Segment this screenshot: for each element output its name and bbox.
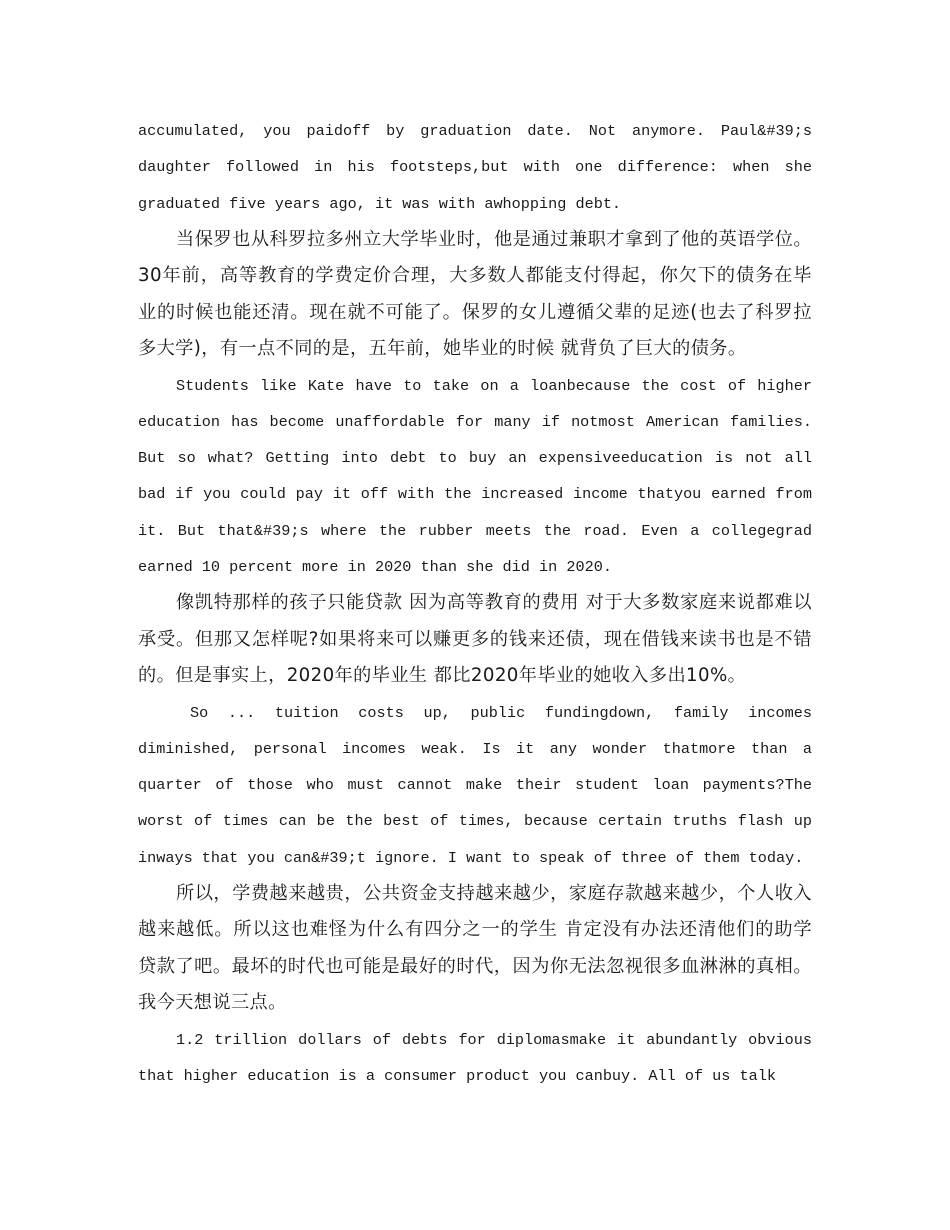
paragraph-chinese-1: 当保罗也从科罗拉多州立大学毕业时，他是通过兼职才拿到了他的英语学位。30年前，高等教育的学费定价合理，大多数人都能支付得起，你欠下的债务在毕业的时候也能还清。现在就不可能了。保罗的女儿遵循父辈的足迹(也去了科罗拉多大学)，有一点不同的是，五年前，她毕业的时候 就背负了巨大的债务。 [138, 228, 812, 360]
paragraph-english-2: Students like Kate have to take on a loanbecause the cost of higher education has become unaffordable for many if notmost American families. But so what? Getting into debt to buy an expensiveeducation is not all bad if you could pay it off with the increased income thatyou earned from it. But that&#39;s where the rubber meets the road. Even a collegegrad earned 10 percent more in 2020 than she did in 2020. [138, 376, 812, 576]
document-page [138, 113, 812, 1094]
paragraph-english-1: accumulated, you paidoff by graduation date. Not anymore. Paul&#39;s daughter followed in his footsteps,but with one difference: when she graduated five years ago, it was with awhopping debt. [138, 122, 812, 213]
paragraph-chinese-2: 像凯特那样的孩子只能贷款 因为高等教育的费用 对于大多数家庭来说都难以承受。但那又怎样呢?如果将来可以赚更多的钱来还债，现在借钱来读书也是不错的。但是事实上，2020年的毕业生 都比2020年毕业的她收入多出10%。 [138, 592, 812, 687]
paragraph-english-4: 1.2 trillion dollars of debts for diplomasmake it abundantly obvious that higher education is a consumer product you canbuy. All of us talk [138, 1030, 812, 1085]
paragraph-english-3: So ... tuition costs up, public fundingdown, family incomes diminished, personal incomes weak. Is it any wonder thatmore than a quarter of those who must cannot make their student loan payments?The worst of times can be the best of times, because certain truths flash up inways that you can&#39;t ignore. I want to speak of three of them today. [138, 703, 812, 867]
paragraph-chinese-3: 所以，学费越来越贵，公共资金支持越来越少，家庭存款越来越少，个人收入越来越低。所以这也难怪为什么有四分之一的学生 肯定没有办法还清他们的助学贷款了吧。最坏的时代也可能是最好的时代，因为你无法忽视很多血淋淋的真相。我今天想说三点。 [138, 883, 812, 1014]
